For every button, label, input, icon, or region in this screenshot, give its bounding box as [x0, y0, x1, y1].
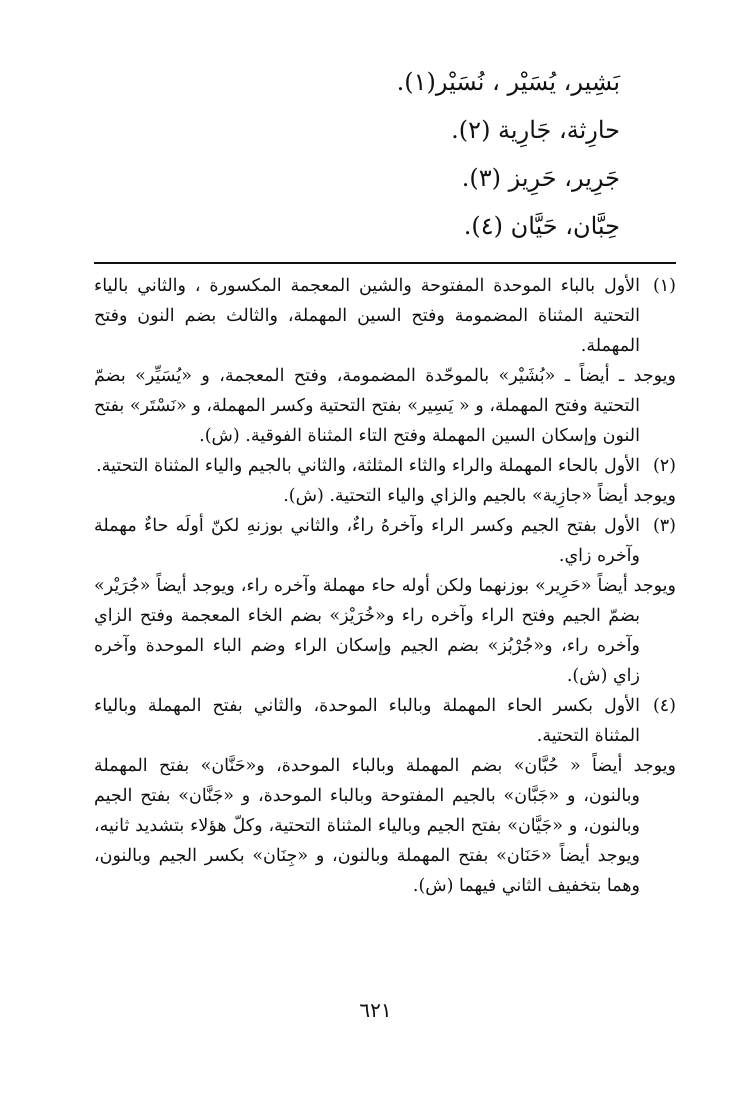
- entry-line: حِبَّان، حَيَّان (٤).: [463, 212, 620, 240]
- footnote-text: الأول بكسر الحاء المهملة وبالباء الموحدة، والثاني بفتح المهملة وبالياء المثناة التحتية.: [94, 696, 640, 746]
- footnote: [94, 511, 676, 571]
- footnote-number: (٢): [652, 456, 676, 476]
- page-number: ٦٢١: [359, 998, 392, 1022]
- footnote-continuation: ويوجد أيضاً « حُبَّان» بضم المهملة وبالباء الموحدة، و«حَنَّان» بفتح المهملة وبالنون، و «جَبَّان» بالجيم المفتوحة وبالباء الموحدة، و «جَنَّان» بفتح الجيم وبالنون، و «جَيَّان» بفتح الجيم وبالياء المثناة التحتية، وكلّ هؤلاء بتشديد ثانيه، ويوجد أيضاً «حَنَان» بفتح المهملة وبالنون، و «جِنَان» بكسر الجيم وبالنون، وهما بتخفيف الثاني فيهما (ش).: [94, 756, 676, 896]
- entry-line: جَرِير، حَرِيز (٣).: [461, 164, 620, 192]
- name-entries: [300, 58, 620, 250]
- footnote: [94, 271, 676, 361]
- footnote-text: الأول بالحاء المهملة والراء والثاء المثلثة، والثاني بالجيم والياء المثناة التحتية.: [96, 456, 640, 476]
- footnote-text: الأول بالباء الموحدة المفتوحة والشين المعجمة المكسورة ، والثاني بالياء التحتية المثناة المضمومة وفتح السين المهملة، والثالث بضم النون وفتح المهملة.: [94, 276, 640, 356]
- footnote-continuation: ويوجد أيضاً «جازِية» بالجيم والزاي والياء التحتية. (ش).: [283, 486, 676, 506]
- footnote-number: (١): [652, 276, 676, 296]
- footnote-divider: [94, 262, 676, 264]
- footnote: [94, 691, 676, 751]
- footnote: [94, 451, 676, 481]
- footnotes: [94, 271, 676, 901]
- entry-line: حارِثة، جَارِية (٢).: [451, 116, 620, 144]
- footnote-continuation: ويوجد أيضاً «حَرِير» بوزنهما ولكن أوله حاء مهملة وآخره راء، ويوجد أيضاً «جُرَيْر» بضمّ الجيم وفتح الراء وآخره راء و«خُرَيْز» بضم الخاء المعجمة وفتح الزاي وآخره راء، و«جُرْبُز» بضم الجيم وإسكان الراء وضم الباء الموحدة وآخره زاي (ش).: [94, 576, 676, 686]
- footnote-number: (٣): [652, 516, 676, 536]
- entry-line: بَشِير، يُسَيْر ، نُسَيْر(١).: [396, 68, 620, 96]
- footnote-text: الأول بفتح الجيم وكسر الراء وآخرهُ راءٌ، والثاني بوزنهِ لكنّ أولَه حاءٌ مهملة وآخره زاي.: [94, 516, 640, 566]
- footnote-continuation: ويوجد ـ أيضاً ـ «بُشَيْر» بالموحّدة المضمومة، وفتح المعجمة، و «يُسَيِّر» بضمّ التحتية وفتح المهملة، و « يَسِير» بفتح التحتية وكسر المهملة، و «نَسْتَر» بفتح النون وإسكان السين المهملة وفتح التاء المثناة الفوقية. (ش).: [94, 366, 676, 446]
- footnote-number: (٤): [652, 696, 676, 716]
